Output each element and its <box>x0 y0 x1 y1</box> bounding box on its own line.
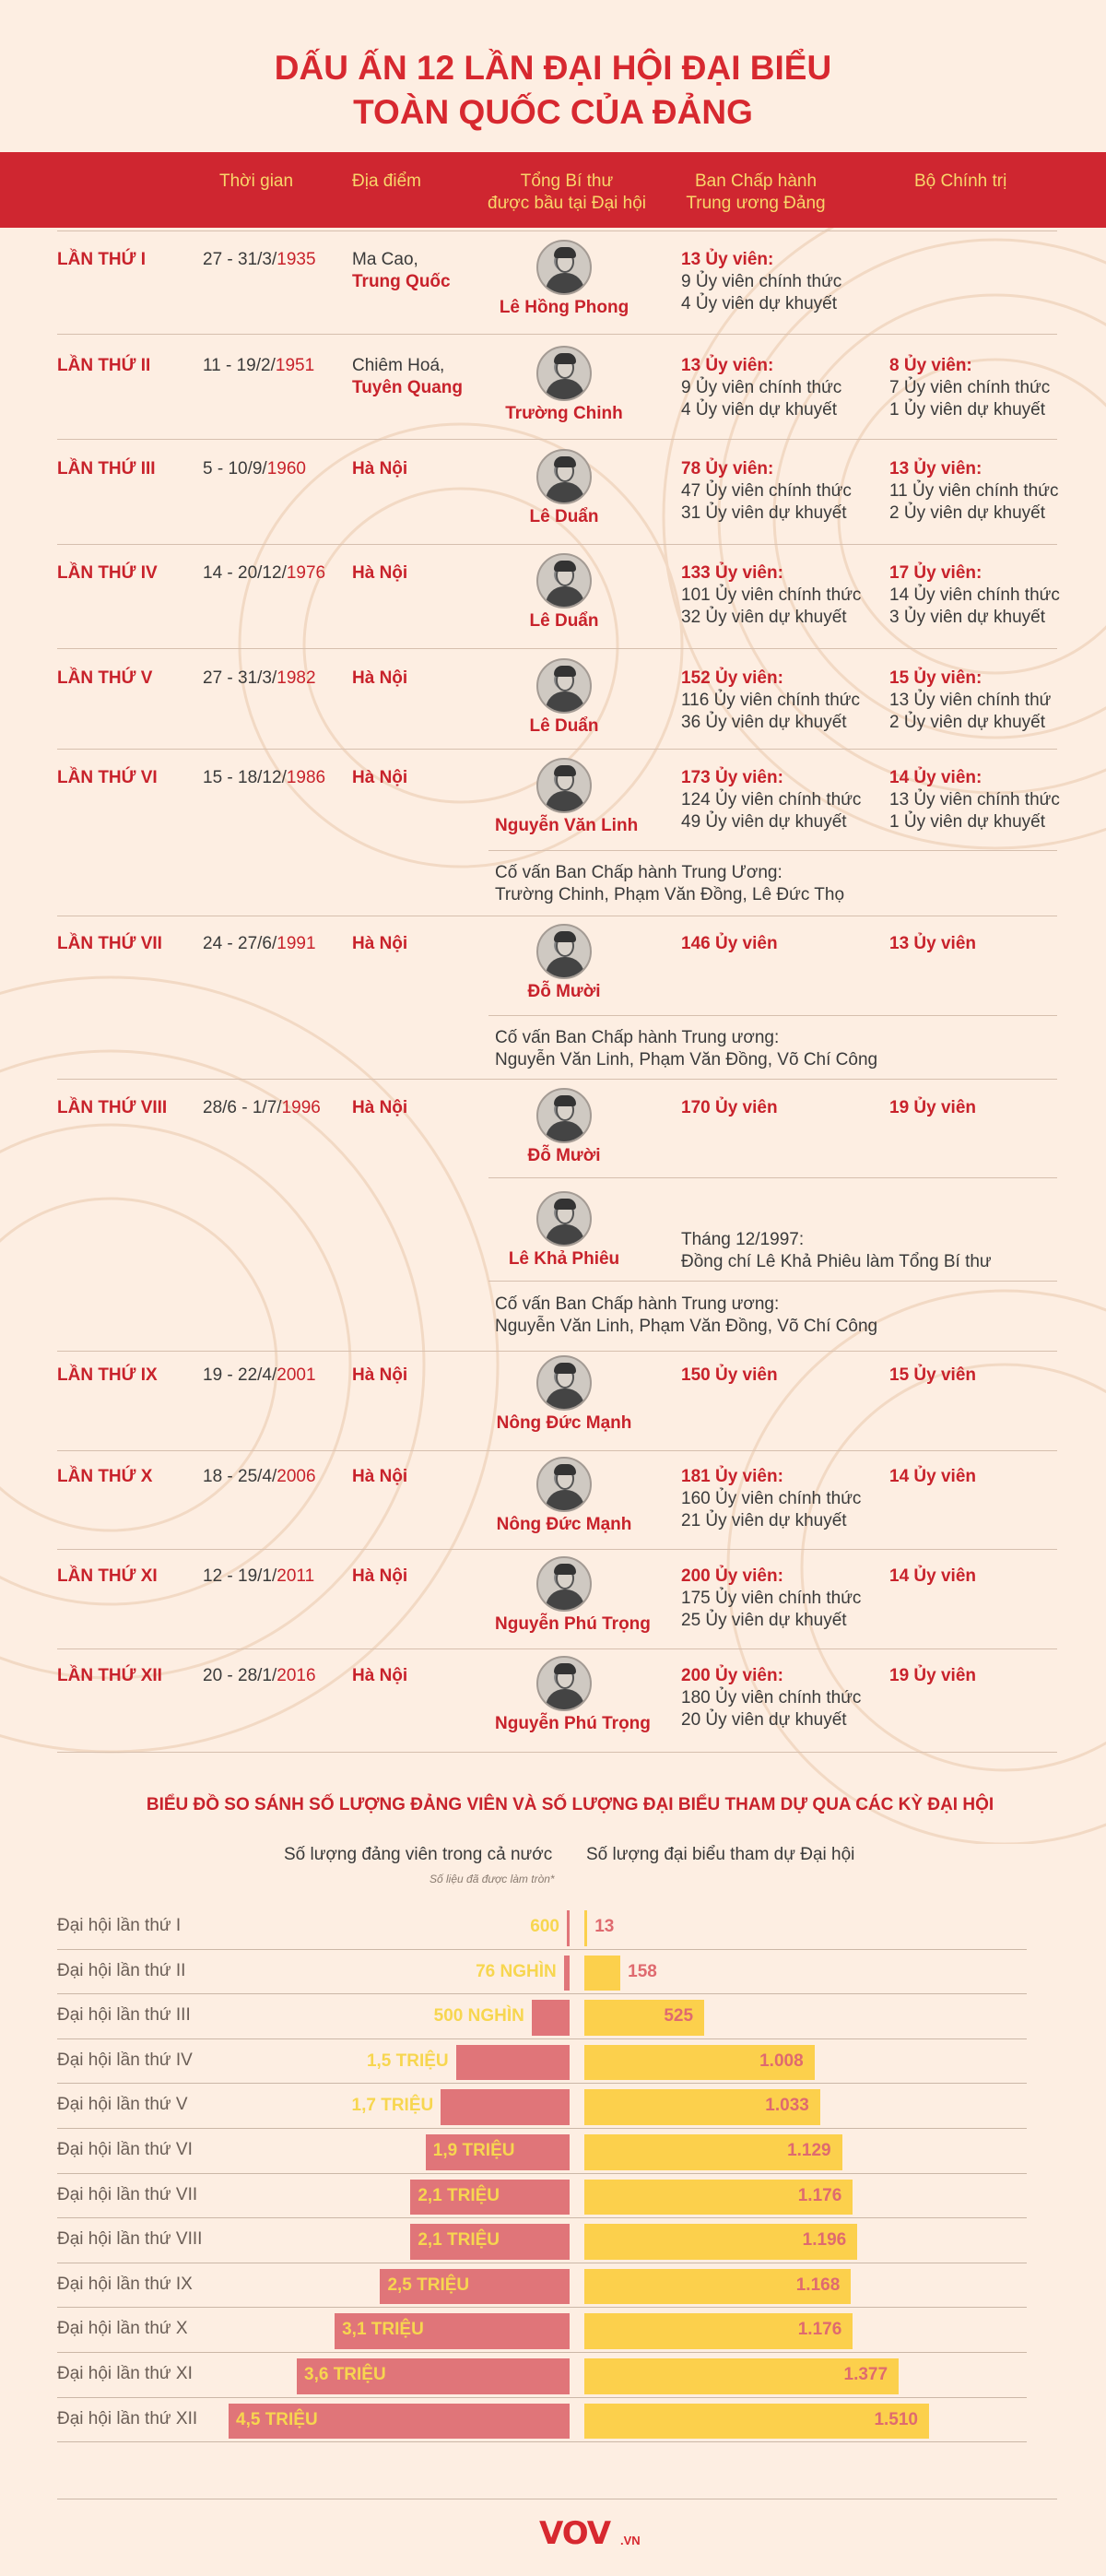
members-detail: 116 Ủy viên chính thức <box>681 691 861 710</box>
advisor-vii-names: Nguyễn Văn Linh, Phạm Văn Đồng, Võ Chí Công <box>495 1050 878 1069</box>
delegates-value: 158 <box>628 1961 657 1981</box>
secretary-name: Lê Khả Phiêu <box>508 1249 620 1269</box>
place-line2: Hà Nội <box>352 1098 408 1117</box>
members-detail: 9 Ủy viên chính thức <box>681 272 842 291</box>
party-members-value: 3,1 TRIỆU <box>342 2320 424 2340</box>
party-members-bar <box>456 2045 570 2081</box>
chart-row-line <box>57 2307 1027 2308</box>
header-secretary-line2: được bầu tại Đại hội <box>488 194 646 213</box>
chart-row-line <box>57 2441 1027 2442</box>
delegates-value: 1.008 <box>759 2050 804 2071</box>
party-members-value: 4,5 TRIỆU <box>236 2409 318 2429</box>
chart-row-line <box>57 1949 1027 1950</box>
chart-row-line <box>57 2038 1027 2039</box>
members-detail: 180 Ủy viên chính thức <box>681 1688 862 1707</box>
members-detail: 3 Ủy viên dự khuyết <box>889 608 1046 627</box>
category-label: Đại hội lần thứ IX <box>57 2274 193 2294</box>
time-range: 19 - 22/4/ <box>203 1365 277 1385</box>
legend-left: Số lượng đảng viên trong cả nước <box>284 1845 553 1864</box>
time-year: 1996 <box>281 1098 321 1117</box>
time-range: 5 - 10/9/ <box>203 459 267 479</box>
delegates-value: 1.510 <box>874 2409 918 2429</box>
members-detail: 4 Ủy viên dự khuyết <box>681 294 838 313</box>
chart-row-line <box>57 2352 1027 2353</box>
members-total: 14 Ủy viên <box>889 1467 976 1486</box>
secretary-name: Lê Duẩn <box>529 611 599 631</box>
category-label: Đại hội lần thứ X <box>57 2319 188 2339</box>
time-range: 18 - 25/4/ <box>203 1467 277 1486</box>
delegates-value: 1.196 <box>802 2230 847 2251</box>
members-detail: 7 Ủy viên chính thức <box>889 378 1051 397</box>
time-year: 2006 <box>276 1467 316 1486</box>
secretary-name: Nông Đức Mạnh <box>496 1515 632 1534</box>
chart-row-line <box>57 2128 1027 2129</box>
category-label: Đại hội lần thứ III <box>57 2005 191 2026</box>
delegates-value: 13 <box>594 1917 615 1936</box>
note-viii-text: Đồng chí Lê Khả Phiêu làm Tổng Bí thư <box>681 1252 992 1271</box>
members-detail: 31 Ủy viên dự khuyết <box>681 503 847 523</box>
chart-row-line <box>57 2173 1027 2174</box>
place-line2: Hà Nội <box>352 563 408 583</box>
members-total: 13 Ủy viên: <box>681 250 774 269</box>
time-year: 1960 <box>266 459 306 479</box>
members-detail: 32 Ủy viên dự khuyết <box>681 608 847 627</box>
congress-number: LẦN THỨ II <box>57 356 151 375</box>
members-detail: 14 Ủy viên chính thức <box>889 585 1060 605</box>
place-line2: Hà Nội <box>352 934 408 953</box>
party-members-value: 600 <box>530 1917 559 1936</box>
category-label: Đại hội lần thứ XII <box>57 2408 198 2428</box>
place-line2: Hà Nội <box>352 1566 408 1586</box>
place-line2: Hà Nội <box>352 768 408 787</box>
members-total: 78 Ủy viên: <box>681 459 774 479</box>
members-detail: 49 Ủy viên dự khuyết <box>681 812 847 832</box>
time-year: 1935 <box>276 250 316 269</box>
note-viii-date: Tháng 12/1997: <box>681 1230 805 1249</box>
party-members-bar <box>564 1956 570 1991</box>
category-label: Đại hội lần thứ VII <box>57 2184 198 2204</box>
party-members-value: 1,5 TRIỆU <box>366 2050 449 2071</box>
members-detail: 25 Ủy viên dự khuyết <box>681 1611 847 1630</box>
delegates-value: 1.176 <box>797 2320 842 2340</box>
delegates-value: 1.129 <box>787 2141 831 2160</box>
party-members-value: 500 NGHÌN <box>433 2006 524 2027</box>
members-total: 133 Ủy viên: <box>681 563 783 583</box>
time-year: 1986 <box>286 768 326 787</box>
members-total: 14 Ủy viên: <box>889 768 982 787</box>
members-detail: 101 Ủy viên chính thức <box>681 585 862 605</box>
members-total: 13 Ủy viên: <box>889 459 982 479</box>
time-range: 24 - 27/6/ <box>203 934 277 953</box>
members-detail: 2 Ủy viên dự khuyết <box>889 713 1046 732</box>
members-total: 17 Ủy viên: <box>889 563 982 583</box>
secretary-name: Nguyễn Phú Trọng <box>495 1614 651 1634</box>
time-year: 2016 <box>276 1666 316 1685</box>
members-total: 15 Ủy viên <box>889 1365 976 1385</box>
header-politburo: Bộ Chính trị <box>914 171 1007 191</box>
members-detail: 4 Ủy viên dự khuyết <box>681 400 838 419</box>
congress-number: LẦN THỨ I <box>57 250 146 269</box>
advisor-vi-title: Cố vấn Ban Chấp hành Trung Ương: <box>495 863 782 882</box>
members-detail: 124 Ủy viên chính thức <box>681 790 862 809</box>
congress-number: LẦN THỨ V <box>57 668 153 688</box>
members-detail: 1 Ủy viên dự khuyết <box>889 400 1046 419</box>
page-title-line2: TOÀN QUỐC CỦA ĐẢNG <box>353 93 753 131</box>
vov-logo <box>539 2515 650 2552</box>
legend-right: Số lượng đại biểu tham dự Đại hội <box>586 1845 855 1864</box>
logo-suffix: .VN <box>620 2534 641 2547</box>
chart-row-line <box>57 1993 1027 1994</box>
place-line1: Ma Cao, <box>352 250 418 269</box>
category-label: Đại hội lần thứ XI <box>57 2364 193 2383</box>
party-members-value: 1,7 TRIỆU <box>351 2096 434 2116</box>
delegates-value: 1.033 <box>765 2096 809 2116</box>
members-total: 8 Ủy viên: <box>889 356 972 375</box>
congress-number: LẦN THỨ X <box>57 1467 153 1486</box>
time-range: 27 - 31/3/ <box>203 250 277 269</box>
congress-number: LẦN THỨ VII <box>57 934 162 953</box>
place-line2: Tuyên Quang <box>352 378 463 397</box>
members-detail: 160 Ủy viên chính thức <box>681 1489 862 1508</box>
category-label: Đại hội lần thứ V <box>57 2095 188 2115</box>
members-total: 173 Ủy viên: <box>681 768 783 787</box>
category-label: Đại hội lần thứ I <box>57 1916 182 1935</box>
time-year: 2011 <box>276 1566 315 1586</box>
chart-row-line <box>57 2397 1027 2398</box>
secretary-name: Nông Đức Mạnh <box>496 1413 632 1433</box>
party-members-value: 2,5 TRIỆU <box>387 2275 470 2295</box>
place-line2: Trung Quốc <box>352 272 451 291</box>
legend-note: Số liệu đã được làm tròn* <box>429 1873 555 1885</box>
page-title-line1: DẤU ẤN 12 LẦN ĐẠI HỘI ĐẠI BIỂU <box>274 49 832 87</box>
secretary-name: Lê Hồng Phong <box>499 298 629 317</box>
time-range: 11 - 19/2/ <box>203 356 276 375</box>
secretary-name: Lê Duẩn <box>529 507 599 526</box>
advisor-vii-title: Cố vấn Ban Chấp hành Trung ương: <box>495 1028 780 1047</box>
chart-row-line <box>57 2083 1027 2084</box>
congress-number: LẦN THỨ XI <box>57 1566 158 1586</box>
members-detail: 13 Ủy viên chính thức <box>889 790 1060 809</box>
secretary-name: Đỗ Mười <box>527 1146 601 1165</box>
party-members-value: 3,6 TRIỆU <box>304 2365 386 2384</box>
members-total: 15 Ủy viên: <box>889 668 982 688</box>
header-bch-line1: Ban Chấp hành <box>694 171 818 191</box>
members-total: 13 Ủy viên <box>889 934 976 953</box>
members-total: 14 Ủy viên <box>889 1566 976 1586</box>
time-range: 28/6 - 1/7/ <box>203 1098 282 1117</box>
advisor-viii-title: Cố vấn Ban Chấp hành Trung ương: <box>495 1294 780 1314</box>
members-detail: 9 Ủy viên chính thức <box>681 378 842 397</box>
category-label: Đại hội lần thứ II <box>57 1960 186 1980</box>
members-total: 19 Ủy viên <box>889 1666 976 1685</box>
delegates-bar <box>584 1956 620 1991</box>
members-total: 200 Ủy viên: <box>681 1566 783 1586</box>
members-detail: 2 Ủy viên dự khuyết <box>889 503 1046 523</box>
members-detail: 175 Ủy viên chính thức <box>681 1589 862 1608</box>
delegates-value: 525 <box>664 2006 694 2027</box>
time-year: 1976 <box>286 563 326 583</box>
chart-title: BIỂU ĐỒ SO SÁNH SỐ LƯỢNG ĐẢNG VIÊN VÀ SỐ LƯỢNG ĐẠI BIỂU THAM DỰ QUA CÁC KỲ ĐẠI HỘI <box>146 1795 994 1814</box>
secretary-name: Nguyễn Văn Linh <box>495 816 639 835</box>
party-members-value: 1,9 TRIỆU <box>432 2141 515 2160</box>
members-detail: 36 Ủy viên dự khuyết <box>681 713 847 732</box>
congress-number: LẦN THỨ IV <box>57 563 158 583</box>
logo-text: VOV <box>539 2515 611 2552</box>
party-members-bar <box>532 2000 570 2036</box>
members-total: 181 Ủy viên: <box>681 1467 783 1486</box>
header-place: Địa điểm <box>352 171 421 191</box>
time-range: 27 - 31/3/ <box>203 668 277 688</box>
place-line1: Chiêm Hoá, <box>352 356 445 375</box>
members-total: 170 Ủy viên <box>681 1098 778 1117</box>
place-line2: Hà Nội <box>352 668 408 688</box>
delegates-value: 1.168 <box>795 2275 841 2295</box>
time-range: 15 - 18/12/ <box>203 768 287 787</box>
party-members-value: 2,1 TRIỆU <box>418 2230 500 2251</box>
members-detail: 11 Ủy viên chính thức <box>889 481 1059 501</box>
header-secretary-line1: Tổng Bí thư <box>520 171 614 191</box>
delegates-bar <box>584 1910 587 1946</box>
time-year: 2001 <box>276 1365 316 1385</box>
place-line2: Hà Nội <box>352 459 408 479</box>
time-range: 20 - 28/1/ <box>203 1666 277 1685</box>
category-label: Đại hội lần thứ IV <box>57 2050 193 2070</box>
congress-number: LẦN THỨ VIII <box>57 1098 168 1117</box>
secretary-name: Trường Chinh <box>505 404 623 423</box>
time-year: 1991 <box>276 934 316 953</box>
members-total: 200 Ủy viên: <box>681 1666 783 1685</box>
members-detail: 21 Ủy viên dự khuyết <box>681 1511 847 1530</box>
secretary-name: Lê Duẩn <box>529 716 599 736</box>
members-total: 13 Ủy viên: <box>681 356 774 375</box>
members-detail: 13 Ủy viên chính thứ <box>889 691 1052 710</box>
time-range: 14 - 20/12/ <box>203 563 287 583</box>
members-detail: 47 Ủy viên chính thức <box>681 481 852 501</box>
members-detail: 20 Ủy viên dự khuyết <box>681 1710 847 1730</box>
congress-number: LẦN THỨ III <box>57 459 156 479</box>
party-members-bar <box>567 1910 570 1946</box>
delegates-value: 1.176 <box>797 2185 842 2205</box>
header-time: Thời gian <box>219 171 294 191</box>
delegates-value: 1.377 <box>843 2365 888 2384</box>
members-total: 150 Ủy viên <box>681 1365 778 1385</box>
congress-number: LẦN THỨ XII <box>57 1666 162 1685</box>
congress-number: LẦN THỨ VI <box>57 768 158 787</box>
advisor-viii-names: Nguyễn Văn Linh, Phạm Văn Đồng, Võ Chí Công <box>495 1317 878 1336</box>
party-members-bar <box>441 2089 570 2125</box>
members-total: 152 Ủy viên: <box>681 668 783 688</box>
chart-row-line <box>57 2217 1027 2218</box>
header-bch-line2: Trung ương Đảng <box>686 194 826 213</box>
members-total: 19 Ủy viên <box>889 1098 976 1117</box>
category-label: Đại hội lần thứ VIII <box>57 2229 203 2250</box>
party-members-value: 2,1 TRIỆU <box>418 2185 500 2205</box>
secretary-name: Nguyễn Phú Trọng <box>495 1714 651 1733</box>
place-line2: Hà Nội <box>352 1666 408 1685</box>
time-year: 1951 <box>275 356 315 375</box>
time-range: 12 - 19/1/ <box>203 1566 277 1586</box>
place-line2: Hà Nội <box>352 1365 408 1385</box>
secretary-name: Đỗ Mười <box>527 982 601 1001</box>
party-members-value: 76 NGHÌN <box>476 1961 557 1981</box>
congress-number: LẦN THỨ IX <box>57 1365 158 1385</box>
place-line2: Hà Nội <box>352 1467 408 1486</box>
members-total: 146 Ủy viên <box>681 934 778 953</box>
category-label: Đại hội lần thứ VI <box>57 2140 193 2159</box>
members-detail: 1 Ủy viên dự khuyết <box>889 812 1046 832</box>
advisor-vi-names: Trường Chinh, Phạm Văn Đồng, Lê Đức Thọ <box>495 885 845 904</box>
time-year: 1982 <box>276 668 316 688</box>
